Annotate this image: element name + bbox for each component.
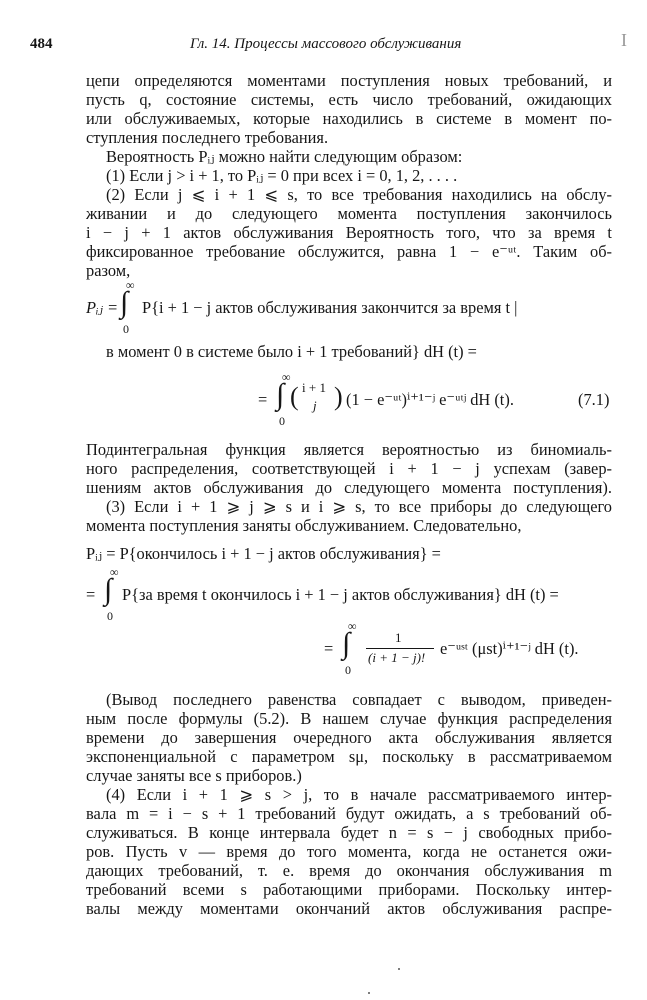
text-line: ров. Пусть v — время до того момента, когда не останется ожи- — [86, 842, 612, 861]
eq-line: e⁻ᵘˢᵗ (μst)ⁱ⁺¹⁻ʲ dH (t). — [440, 639, 579, 658]
eq-line: (1 − e⁻ᵘᵗ)ⁱ⁺¹⁻ʲ e⁻ᵘᵗʲ dH (t). — [346, 390, 514, 409]
text-line: шениям актов обслуживания до следующего момента поступления). — [86, 478, 612, 497]
text-line: (2) Если j ⩽ i + 1 ⩽ s, то все требования находились на обслу- — [106, 185, 612, 204]
lower-limit: 0 — [345, 663, 351, 677]
text-line: вала m = i − s + 1 требований будут ожидать, а s требований об- — [86, 804, 612, 823]
scan-speck — [398, 968, 400, 970]
text-line: Вероятность Pᵢⱼ можно найти следующим образом: — [106, 147, 463, 166]
integral-sign: ∫ — [342, 627, 351, 660]
text-line: (Вывод последнего равенства совпадает с выводом, приведен- — [106, 690, 612, 709]
fraction-bar — [366, 648, 434, 649]
eq-line: P{за время t окончилось i + 1 − j актов обслуживания} dH (t) = — [122, 585, 559, 604]
binom-top: i + 1 — [302, 380, 326, 395]
fraction-numerator: 1 — [395, 630, 402, 645]
text-line: (3) Если i + 1 ⩾ j ⩾ s и i ⩾ s, то все приборы до следующего — [106, 497, 612, 516]
equation-number: (7.1) — [578, 390, 610, 409]
eq-line: Pᵢⱼ = P{окончилось i + 1 − j актов обслуживания} = — [86, 544, 441, 563]
text-line: ным после формулы (5.2). В нашем случае функция распределения — [86, 709, 612, 728]
margin-mark: I — [621, 30, 627, 50]
text-line: ступления последнего требования. — [86, 128, 329, 147]
text-line: служиваться. В конце интервала будет n = s − j свободных прибо- — [86, 823, 612, 842]
lower-limit: 0 — [123, 322, 129, 336]
page-number: 484 — [30, 36, 53, 52]
text-line: требований всеми s работающими приборами. Поскольку интер- — [86, 880, 612, 899]
text-line: дающих требований, т. е. время до окончания обслуживания m — [86, 861, 612, 880]
fraction-denominator: (i + 1 − j)! — [368, 650, 426, 665]
text-line: экспоненциальной с параметром sμ, поскольку в рассматриваемом — [86, 747, 612, 766]
binom-left-paren: ( — [290, 382, 299, 411]
text-line: или обслуживаемых, которые находились в системе в момент по- — [86, 109, 612, 128]
scan-speck — [368, 992, 370, 994]
running-header — [30, 30, 627, 58]
text-line: фиксированное требование обслужится, равна 1 − e⁻ᵘᵗ. Таким об- — [86, 242, 612, 261]
text-line: (4) Если i + 1 ⩾ s > j, то в начале рассматриваемого интер- — [106, 785, 612, 804]
binom-right-paren: ) — [334, 382, 343, 411]
text-line: разом, — [86, 261, 131, 280]
text-line: (1) Если j > i + 1, то Pᵢⱼ = 0 при всех i = 0, 1, 2, . . . . — [106, 166, 458, 185]
text-line: времени до завершения очередного акта обслуживания является — [86, 728, 612, 747]
eq-line: в момент 0 в системе было i + 1 требований} dH (t) = — [106, 342, 477, 361]
text-line: живании и до следующего момента поступления закончилось — [86, 204, 612, 223]
integral-sign: ∫ — [120, 286, 129, 319]
text-line: ного распределения, соответствующей i + 1 − j успехам (завер- — [86, 459, 612, 478]
text-line: i − j + 1 актов обслуживания Вероятность того, что за время t — [86, 223, 612, 242]
text-line: пусть q, состояние системы, есть число требований, ожидающих — [86, 90, 612, 109]
text-line: случае заняты все s приборов.) — [86, 766, 302, 785]
text-line: Подинтегральная функция является вероятностью из биномиаль- — [86, 440, 612, 459]
text-line: цепи определяются моментами поступления новых требований, и — [86, 71, 612, 90]
eq-line: P{i + 1 − j актов обслуживания закончится за время t | — [142, 298, 518, 317]
upper-limit: ∞ — [348, 619, 357, 633]
integral-sign: ∫ — [276, 378, 285, 411]
binom-bottom: j — [313, 398, 317, 413]
eq-equals: = — [258, 390, 268, 409]
lower-limit: 0 — [279, 414, 285, 428]
lower-limit: 0 — [107, 609, 113, 623]
eq-equals: = — [324, 639, 334, 658]
running-title: Гл. 14. Процессы массового обслуживания — [190, 36, 462, 52]
text-line: момента поступления заняты обслуживанием. Следовательно, — [86, 516, 522, 535]
upper-limit: ∞ — [126, 278, 135, 292]
eq-equals: = — [86, 585, 96, 604]
upper-limit: ∞ — [282, 370, 291, 384]
eq-lhs: Pᵢⱼ = — [86, 298, 119, 317]
text-line: валы между моментами окончаний актов обслуживания распре- — [86, 899, 612, 918]
upper-limit: ∞ — [110, 565, 119, 579]
integral-sign: ∫ — [104, 573, 113, 606]
